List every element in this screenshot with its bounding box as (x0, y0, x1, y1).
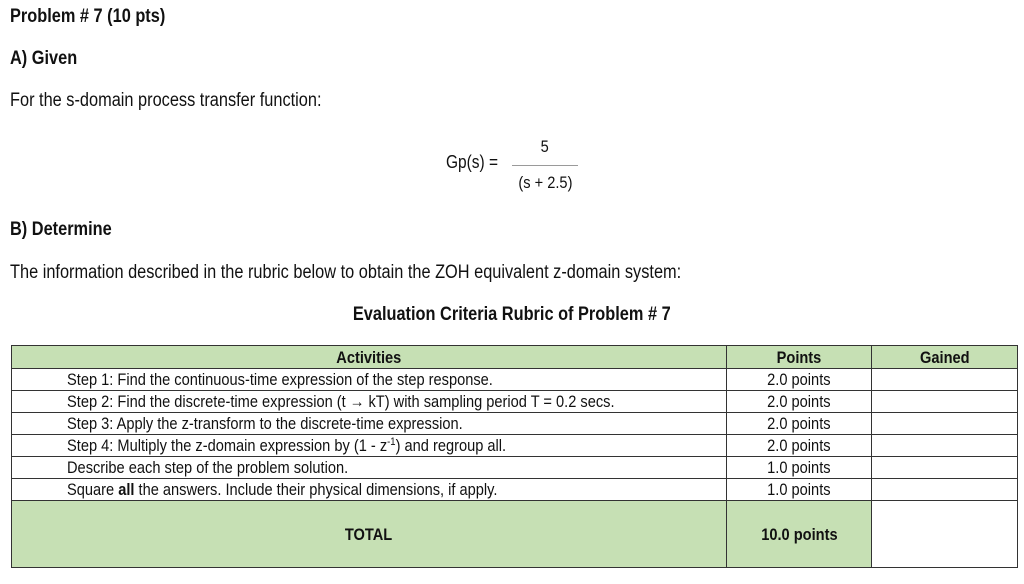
points-cell (727, 479, 872, 501)
header-points-text: Points (776, 347, 822, 367)
gained-cell[interactable] (872, 413, 1018, 435)
activity-text-post: the answers. Include their physical dimensions, if apply. (134, 480, 498, 499)
activity-cell (12, 369, 727, 391)
equation-numerator (512, 137, 578, 157)
transfer-function-equation (446, 136, 586, 198)
activity-text-pre: Step 4: Multiply the z-domain expression by (1 - z (67, 436, 388, 455)
gained-cell[interactable] (872, 391, 1018, 413)
section-given-text: A) Given (10, 48, 78, 69)
gained-cell[interactable] (872, 369, 1018, 391)
points-cell (727, 369, 872, 391)
fraction-bar (512, 165, 578, 166)
section-given-heading (10, 48, 88, 70)
points-text: 1.0 points (767, 458, 831, 477)
table-row (12, 413, 1018, 435)
table-header-row (12, 346, 1018, 369)
activity-cell (12, 413, 727, 435)
total-row (12, 501, 1018, 568)
points-cell (727, 435, 872, 457)
section-determine-text: B) Determine (10, 219, 112, 240)
points-cell (727, 413, 872, 435)
total-label-cell (12, 501, 727, 568)
header-gained (872, 346, 1018, 369)
problem-title-text: Problem # 7 (10 pts) (10, 6, 166, 27)
table-row (12, 391, 1018, 413)
header-gained-text: Gained (919, 347, 970, 367)
activity-text: Step 2: Find the discrete-time expression (t → kT) with sampling period T = 0.2 secs. (67, 392, 615, 411)
table-row (12, 369, 1018, 391)
header-activities (12, 346, 727, 369)
total-points-cell (727, 501, 872, 568)
activity-text (67, 479, 497, 500)
points-text: 2.0 points (767, 392, 831, 411)
activity-text-post: ) and regroup all. (395, 436, 507, 455)
points-cell (727, 391, 872, 413)
header-points (727, 346, 872, 369)
intro-text-content: For the s-domain process transfer function: (10, 90, 322, 111)
table-row (12, 457, 1018, 479)
total-label: TOTAL (345, 524, 393, 544)
intro-text (10, 90, 372, 112)
equation-lhs: Gp(s) = (446, 152, 499, 172)
gained-cell[interactable] (872, 457, 1018, 479)
table-row (12, 479, 1018, 501)
activity-text-pre: Square (67, 480, 119, 499)
section-determine-heading (10, 219, 128, 241)
total-gained-cell[interactable] (872, 501, 1018, 568)
table-row (12, 435, 1018, 457)
activity-text-bold: all (118, 480, 135, 499)
rubric-title-text: Evaluation Criteria Rubric of Problem # 7 (353, 304, 671, 325)
rubric-description (10, 262, 790, 284)
points-text: 2.0 points (767, 436, 831, 455)
activity-text: Step 3: Apply the z-transform to the discrete-time expression. (67, 414, 463, 433)
points-text: 2.0 points (767, 370, 831, 389)
points-text: 2.0 points (767, 414, 831, 433)
total-points: 10.0 points (760, 524, 838, 544)
activity-text-superscript: -1 (387, 436, 396, 448)
equation-denominator-text: (s + 2.5) (517, 173, 573, 192)
header-activities-text: Activities (336, 347, 402, 367)
activity-text: Step 1: Find the continuous-time expression of the step response. (67, 370, 493, 389)
activity-cell (12, 435, 727, 457)
activity-cell (12, 457, 727, 479)
equation-numerator-text: 5 (540, 137, 550, 156)
activity-cell (12, 479, 727, 501)
activity-cell (12, 391, 727, 413)
gained-cell[interactable] (872, 435, 1018, 457)
equation-denominator (512, 173, 578, 193)
points-text: 1.0 points (767, 480, 831, 499)
gained-cell[interactable] (872, 479, 1018, 501)
rubric-title (0, 304, 1024, 326)
problem-title (10, 6, 191, 28)
rubric-table (11, 345, 1018, 568)
activity-text: Describe each step of the problem solution. (67, 458, 349, 477)
rubric-description-text: The information described in the rubric below to obtain the ZOH equivalent z-domain system: (10, 262, 682, 283)
activity-text (67, 435, 506, 456)
points-cell (727, 457, 872, 479)
